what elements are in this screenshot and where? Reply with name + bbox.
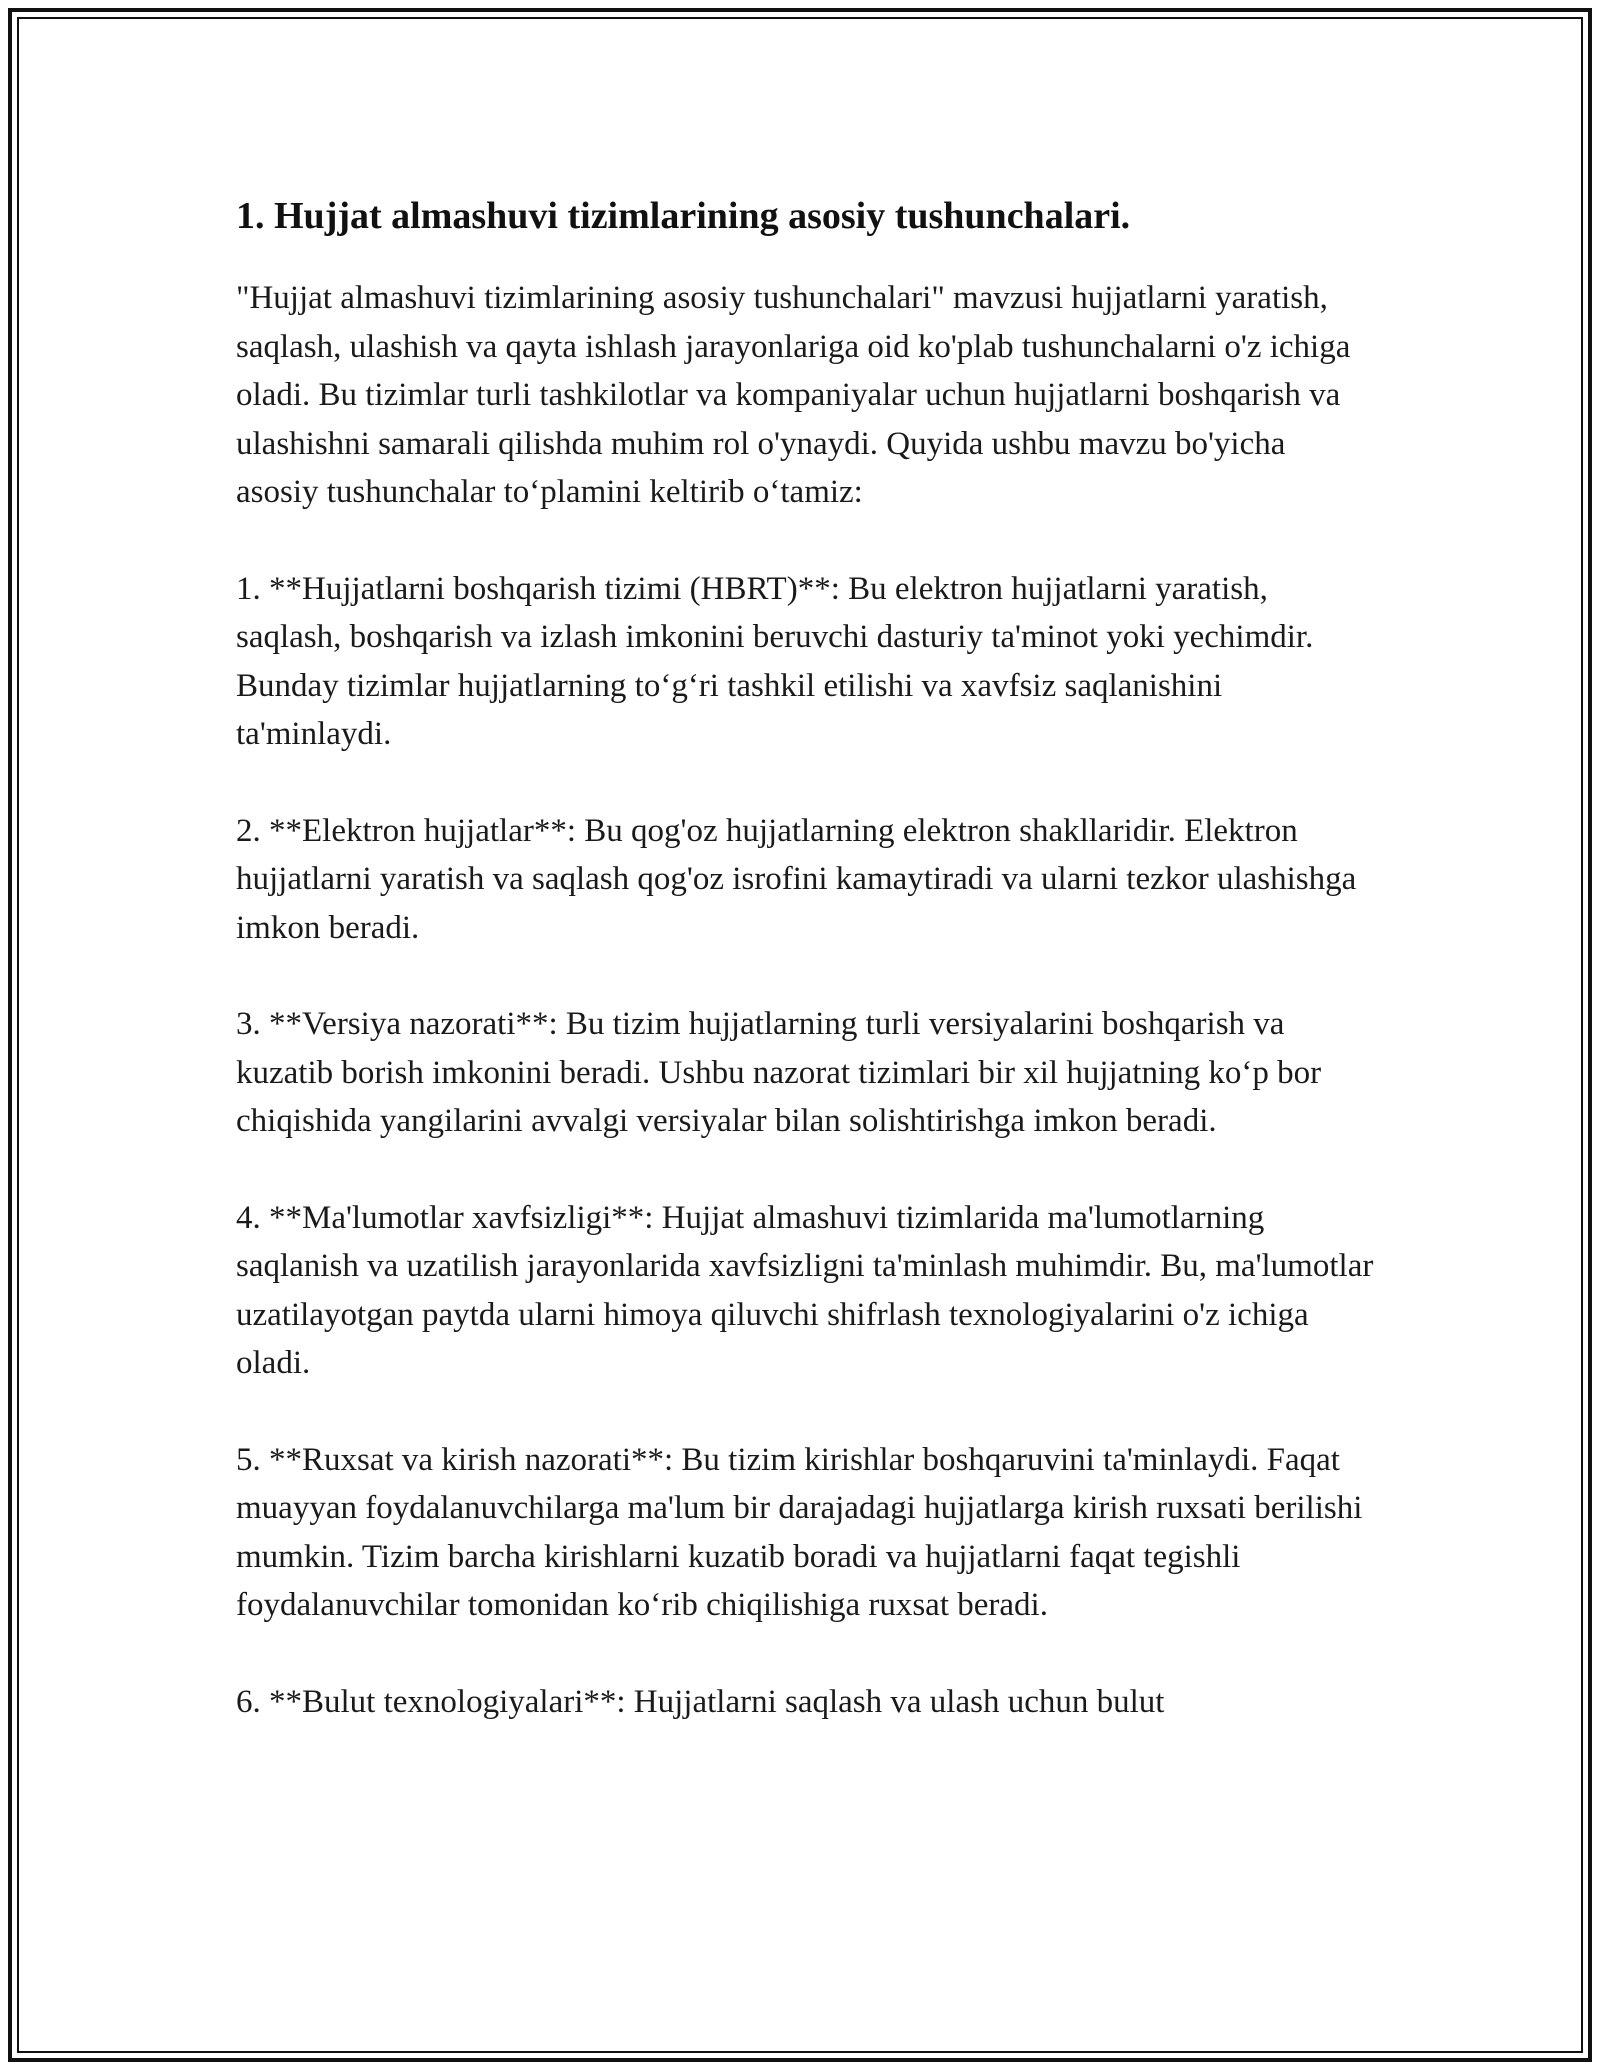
intro-paragraph: "Hujjat almashuvi tizimlarining asosiy tushunchalari" mavzusi hujjatlarni yaratish, saqlash, ulashish va qayta ishlash jarayonlariga oid ko'plab tushunchalarni o'z ichiga oladi. Bu tizimlar turli tashkilotlar va kompaniyalar uchun hujjatlarni boshqarish va ulashishni samarali qilishda muhim rol o'ynaydi. Quyida ushbu mavzu bo'yicha asosiy tushunchalar to‘plamini keltirib o‘tamiz: (236, 280, 1351, 510)
list-item-3: 3. **Versiya nazorati**: Bu tizim hujjatlarning turli versiyalarini boshqarish va kuzatib borish imkonini beradi. Ushbu nazorat tizimlari bir xil hujjatning ko‘p bor chiqishida yangilarini avvalgi versiyalar bilan solishtirishga imkon beradi. (236, 1006, 1322, 1139)
list-item-4: 4. **Ma'lumotlar xavfsizligi**: Hujjat almashuvi tizimlarida ma'lumotlarning saqlanish va uzatilish jarayonlarida xavfsizligni ta'minlash muhimdir. Bu, ma'lumotlar uzatilayotgan paytda ularni himoya qiluvchi shifrlash texnologiyalarini o'z ichiga oladi. (236, 1199, 1374, 1381)
list-item-5: 5. **Ruxsat va kirish nazorati**: Bu tizim kirishlar boshqaruvini ta'minlaydi. Faqat muayyan foydalanuvchilarga ma'lum bir darajadagi hujjatlarga kirish ruxsati berilishi mumkin. Tizim barcha kirishlarni kuzatib boradi va hujjatlarni faqat tegishli foydalanuvchilar tomonidan ko‘rib chiqilishiga ruxsat beradi. (236, 1441, 1363, 1623)
list-item-2: 2. **Elektron hujjatlar**: Bu qog'oz hujjatlarning elektron shakllaridir. Elektron hujjatlarni yaratish va saqlash qog'oz isrofini kamaytiradi va ularni tezkor ulashishga imkon beradi. (236, 812, 1357, 946)
document-title: 1. Hujjat almashuvi tizimlarining asosiy tushunchalari. (236, 195, 1131, 237)
list-item-1: 1. **Hujjatlarni boshqarish tizimi (HBRT)**: Bu elektron hujjatlarni yaratish, saqlash, boshqarish va izlash imkonini beruvchi dasturiy ta'minot yoki yechimdir. Bunday tizimlar hujjatlarning to‘g‘ri tashkil etilishi va xavfsiz saqlanishini ta'minlaydi. (236, 570, 1314, 752)
document-body (236, 188, 1376, 1774)
list-item-6: 6. **Bulut texnologiyalari**: Hujjatlarni saqlash va ulash uchun bulut (236, 1683, 1165, 1720)
